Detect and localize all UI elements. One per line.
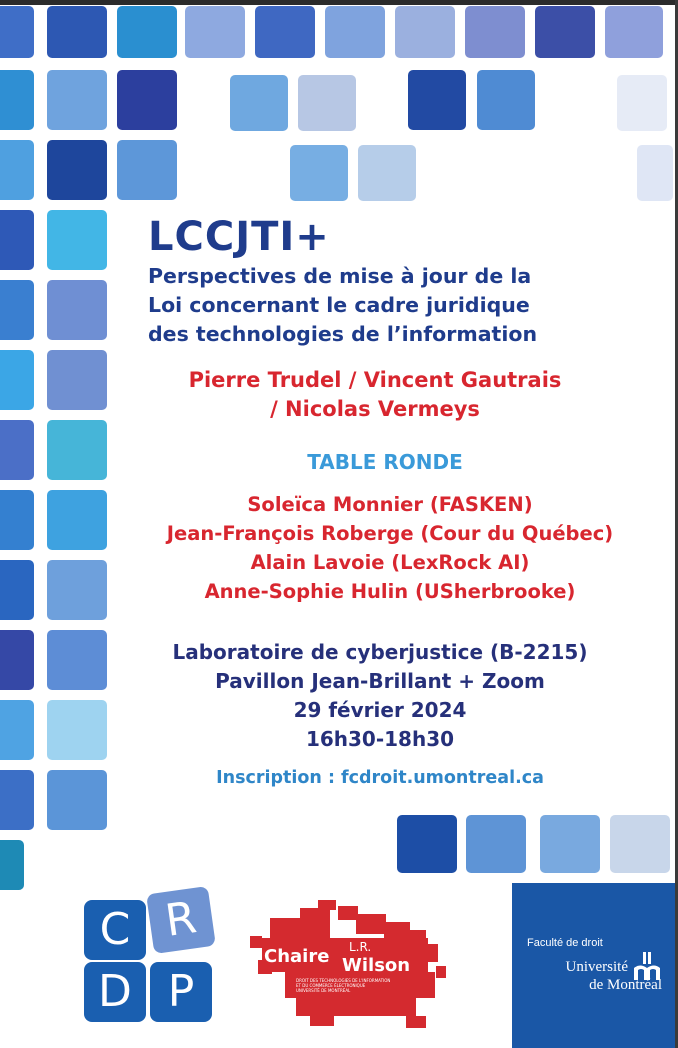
chaire-mosaic-block <box>318 900 336 910</box>
decorative-tile <box>0 770 34 830</box>
chaire-mosaic-block <box>270 918 330 940</box>
decorative-tile <box>358 145 416 201</box>
chaire-initials: L.R. <box>349 940 372 954</box>
crdp-letter-d: D <box>84 962 146 1022</box>
chaire-small-line: DROIT DES TECHNOLOGIES DE L'INFORMATION <box>296 978 391 983</box>
decorative-tile <box>0 840 24 890</box>
decorative-tile <box>47 70 107 130</box>
decorative-tile <box>255 6 315 58</box>
decorative-tile <box>0 560 34 620</box>
decorative-tile <box>117 70 177 130</box>
decorative-tile <box>637 145 673 201</box>
crdp-letter-p: P <box>150 962 212 1022</box>
panelist: Soleïca Monnier (FASKEN) <box>247 493 533 516</box>
decorative-tile <box>605 6 663 58</box>
registration-link[interactable]: Inscription : fcdroit.umontreal.ca <box>216 768 544 788</box>
decorative-tile <box>230 75 288 131</box>
decorative-tile <box>0 630 34 690</box>
venue-room: Laboratoire de cyberjustice (B-2215) <box>172 640 588 664</box>
decorative-tile <box>117 140 177 200</box>
decorative-tile <box>0 70 34 130</box>
decorative-tile <box>535 6 595 58</box>
decorative-tile <box>0 210 34 270</box>
decorative-tile <box>540 815 600 873</box>
crdp-letter-r: R <box>146 886 216 954</box>
decorative-tile <box>0 350 34 410</box>
decorative-tile <box>0 6 34 58</box>
udem-name <box>540 958 662 994</box>
decorative-tile <box>610 815 670 873</box>
decorative-tile <box>0 490 34 550</box>
decorative-tile <box>617 75 667 131</box>
authors-line: Pierre Trudel / Vincent Gautrais <box>188 368 562 392</box>
decorative-tile <box>47 280 107 340</box>
event-date: 29 février 2024 <box>293 698 467 722</box>
panelist: Alain Lavoie (LexRock AI) <box>250 551 530 574</box>
udem-faculty-label: Faculté de droit <box>527 937 603 949</box>
decorative-tile <box>47 490 107 550</box>
decorative-tile <box>47 770 107 830</box>
chaire-mosaic-block <box>424 944 438 962</box>
poster-top-border <box>0 0 678 5</box>
chaire-mosaic-block <box>296 998 416 1016</box>
event-time: 16h30-18h30 <box>305 727 455 751</box>
panelist: Jean-François Roberge (Cour du Québec) <box>166 522 614 545</box>
authors <box>120 366 630 424</box>
decorative-tile <box>0 140 34 200</box>
chaire-small-line: UNIVERSITÉ DE MONTRÉAL <box>296 988 351 993</box>
decorative-tile <box>477 70 535 130</box>
decorative-tile <box>395 6 455 58</box>
decorative-tile <box>298 75 356 131</box>
decorative-tile <box>47 350 107 410</box>
decorative-tile <box>47 560 107 620</box>
subtitle-line: Loi concernant le cadre juridique <box>148 293 530 317</box>
decorative-tile <box>47 210 107 270</box>
subtitle-line: des technologies de l’information <box>148 322 538 346</box>
poster-title: LCCJTI+ <box>148 214 330 260</box>
poster-subtitle <box>148 262 648 349</box>
decorative-tile <box>408 70 466 130</box>
decorative-tile <box>47 140 107 200</box>
subtitle-line: Perspectives de mise à jour de la <box>148 264 532 288</box>
decorative-tile <box>465 6 525 58</box>
udem-name-line1: Université <box>565 959 628 975</box>
venue-details <box>120 638 640 754</box>
venue-building: Pavillon Jean-Brillant + Zoom <box>215 669 545 693</box>
decorative-tile <box>117 6 177 58</box>
decorative-tile <box>0 280 34 340</box>
chaire-word: Chaire <box>264 946 330 967</box>
decorative-tile <box>0 700 34 760</box>
decorative-tile <box>47 700 107 760</box>
decorative-tile <box>290 145 348 201</box>
panelist: Anne-Sophie Hulin (USherbrooke) <box>204 580 576 603</box>
decorative-tile <box>47 6 107 58</box>
chaire-small-line: ET DU COMMERCE ÉLECTRONIQUE <box>296 983 366 988</box>
crdp-letter-c: C <box>84 900 146 960</box>
chaire-mosaic-block <box>250 936 262 948</box>
chaire-mosaic-block <box>406 1016 426 1028</box>
decorative-tile <box>185 6 245 58</box>
authors-line: / Nicolas Vermeys <box>270 397 480 421</box>
decorative-tile <box>466 815 526 873</box>
decorative-tile <box>397 815 457 873</box>
chaire-mosaic-block <box>436 966 446 978</box>
decorative-tile <box>325 6 385 58</box>
chaire-wilson-word: Wilson <box>342 955 411 976</box>
decorative-tile <box>47 630 107 690</box>
chaire-mosaic-block <box>310 1016 334 1026</box>
chaire-mosaic-block <box>384 922 410 938</box>
chaire-small-text <box>296 978 426 993</box>
chaire-mosaic-block <box>338 906 358 920</box>
section-label-table-ronde: TABLE RONDE <box>307 450 463 474</box>
chaire-mosaic-block <box>356 914 386 934</box>
panelists-list <box>100 490 678 606</box>
udem-name-line2: de Montréal <box>589 977 662 993</box>
